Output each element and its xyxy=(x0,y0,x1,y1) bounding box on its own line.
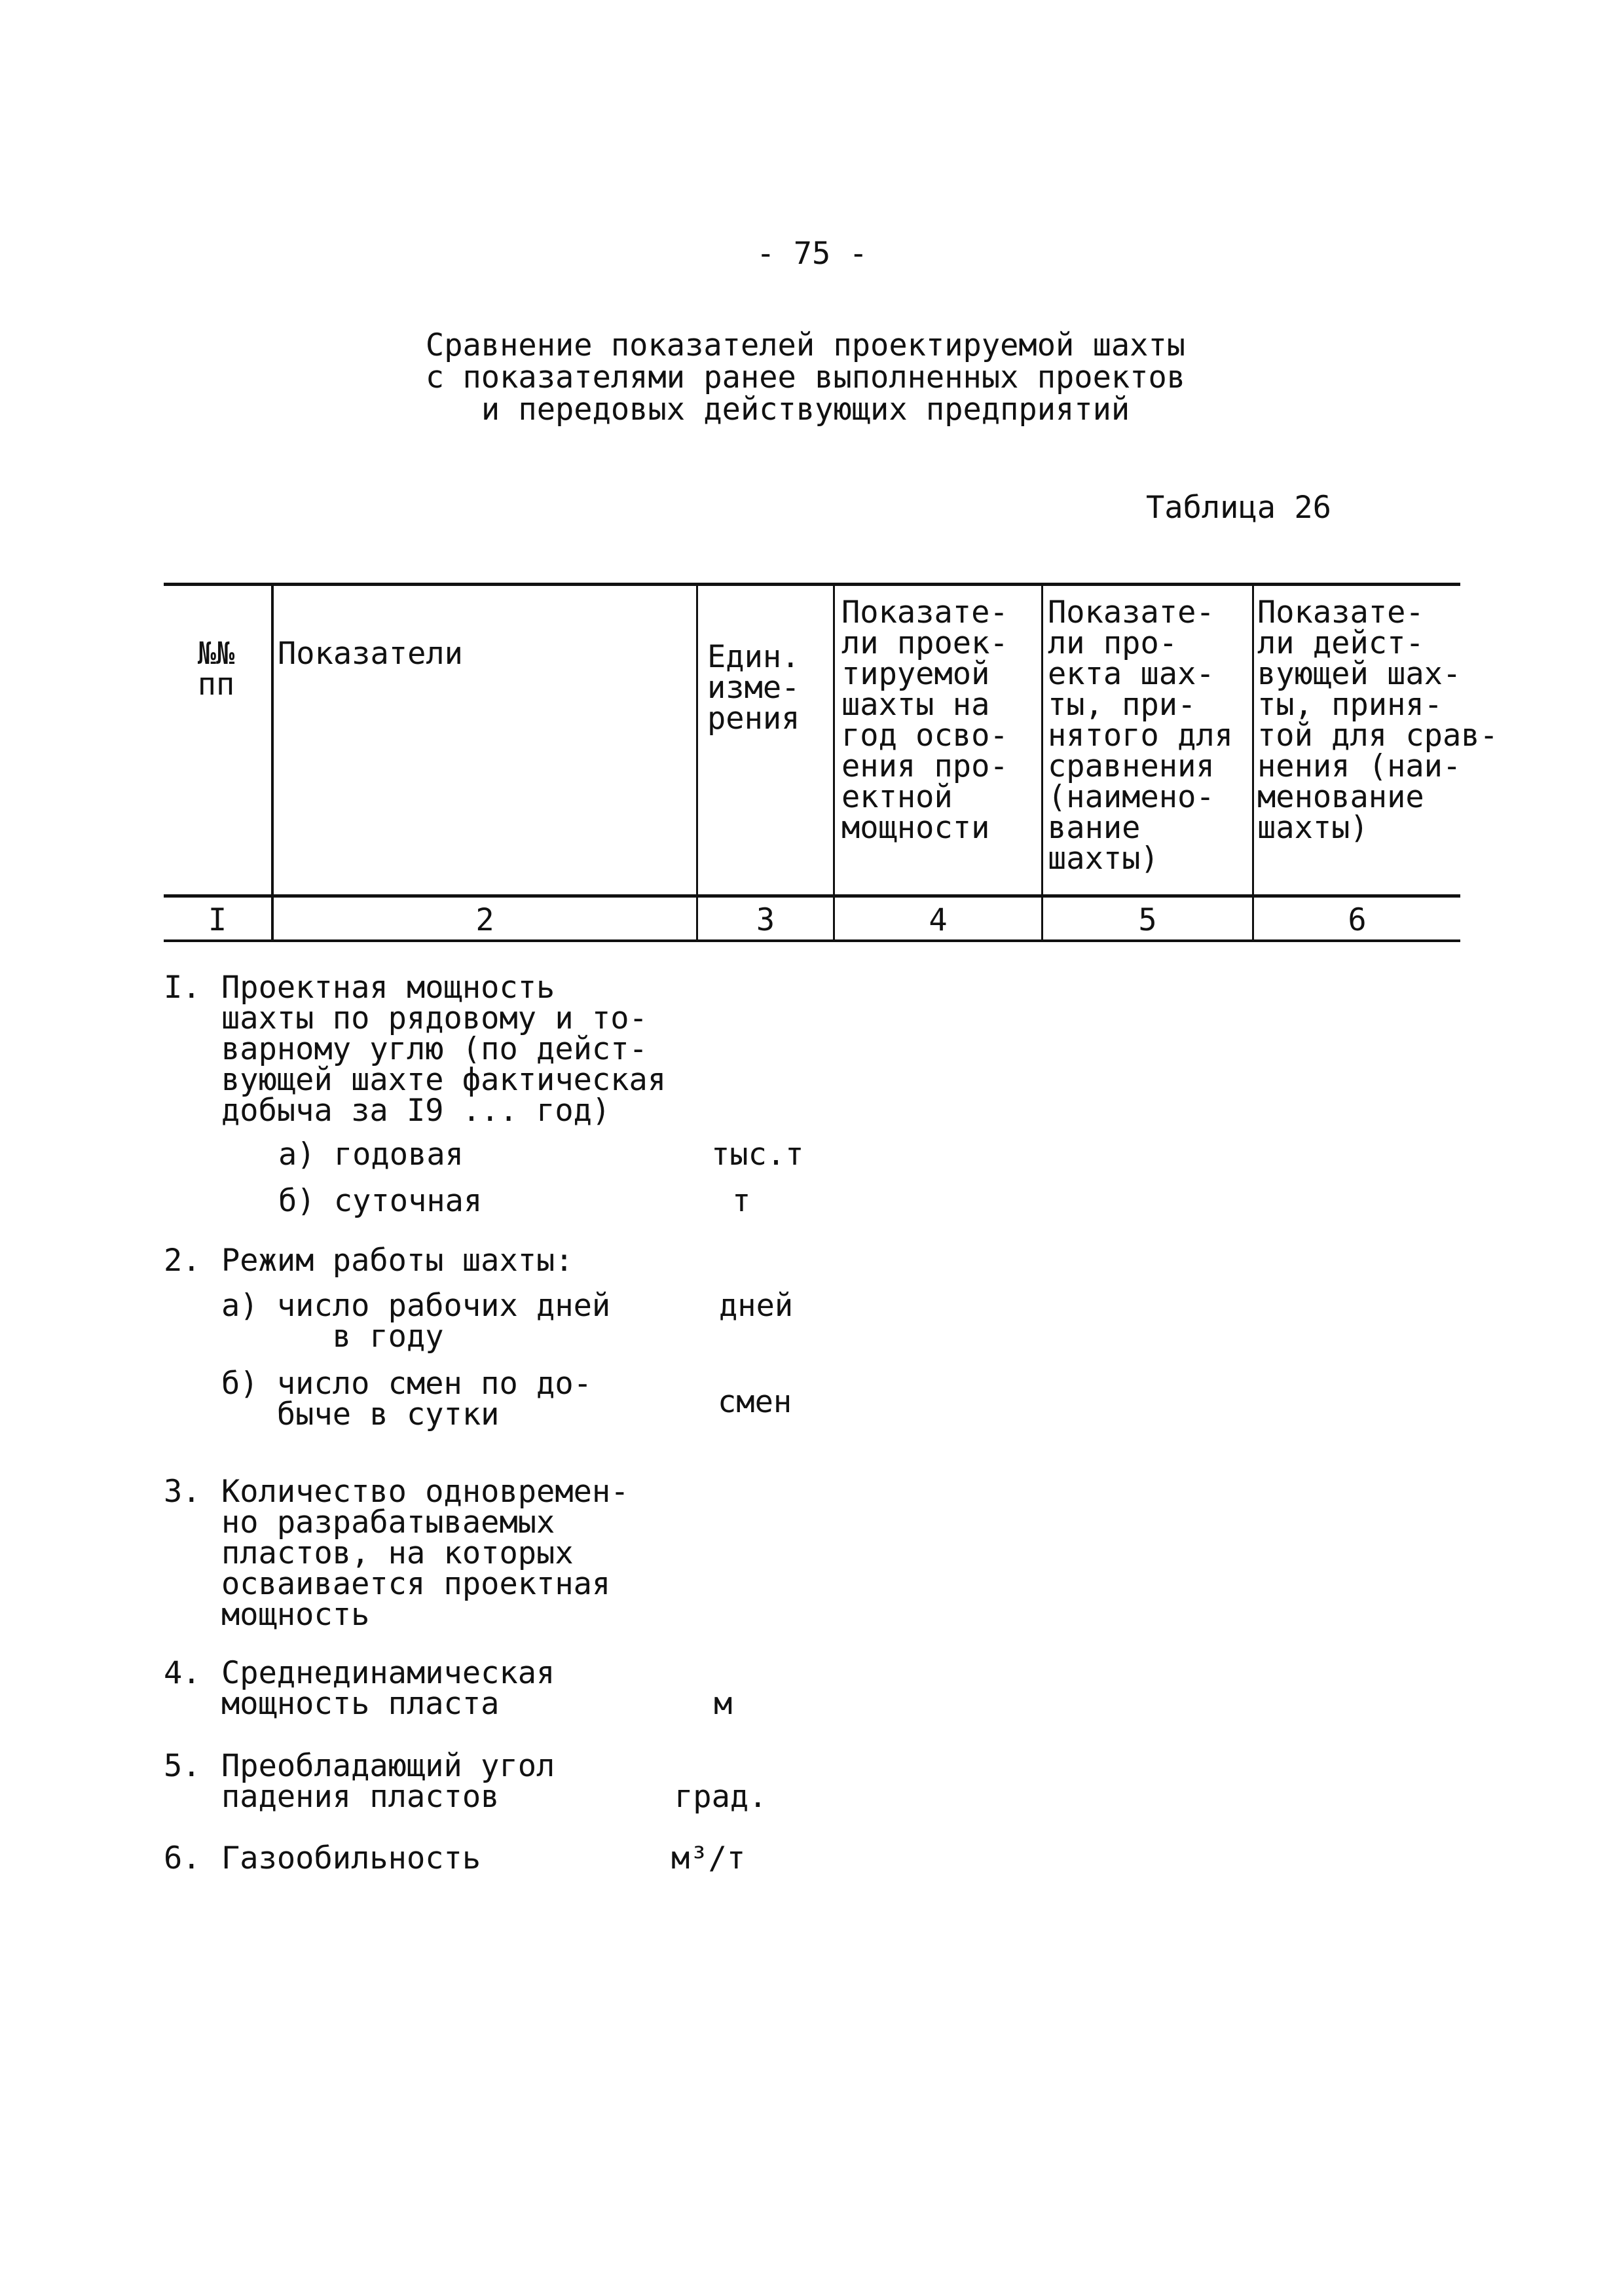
column-number-2: 2 xyxy=(475,902,494,938)
table-header-rule xyxy=(164,894,1460,898)
row-3-text: Количество одновремен- но разрабатываемых пластов, на которых осваивается проектная мощность xyxy=(221,1474,629,1633)
column-number-1: I xyxy=(208,902,227,938)
title-line-2: с показателями ранее выполненных проектов xyxy=(425,359,1186,395)
col-divider-5 xyxy=(1252,586,1254,939)
row-6-number: 6. xyxy=(164,1840,201,1876)
row-5-number: 5. xyxy=(164,1748,201,1784)
title-line-1: Сравнение показателей проектируемой шахты xyxy=(425,327,1186,363)
row-2-number: 2. xyxy=(164,1243,201,1279)
row-1-text: Проектная мощность шахты по рядовому и то- варному углю (по дейст- вующей шахте фактическая добыча за I9 ... год) xyxy=(221,970,667,1129)
row-3-number: 3. xyxy=(164,1474,201,1510)
col-divider-1 xyxy=(271,586,274,939)
row-2b-unit: смен xyxy=(718,1384,792,1420)
title-line-3: и передовых действующих предприятий xyxy=(481,392,1130,428)
row-5-unit: град. xyxy=(674,1779,767,1815)
row-1a-unit: тыс.т xyxy=(711,1137,804,1173)
row-1b-unit: т xyxy=(732,1183,751,1219)
table-numbers-rule xyxy=(164,939,1460,942)
header-operating-mine: Показате- ли дейст- вующей шах- ты, приня- той для срав- нения (наи- менование шахты) xyxy=(1257,594,1498,846)
column-number-5: 5 xyxy=(1138,902,1157,938)
row-2a-unit: дней xyxy=(719,1288,794,1324)
table-top-rule xyxy=(164,583,1460,586)
row-5-text: Преобладающий угол падения пластов xyxy=(221,1748,555,1815)
row-1-number: I. xyxy=(164,970,201,1006)
row-4-number: 4. xyxy=(164,1655,201,1691)
row-2b-text: б) число смен по до- быче в сутки xyxy=(221,1366,592,1432)
header-comparison-project: Показате- ли про- екта шах- ты, при- нятого для сравнения (наимено- вание шахты) xyxy=(1048,594,1233,877)
column-number-6: 6 xyxy=(1348,902,1367,938)
row-4-unit: м xyxy=(714,1686,733,1722)
col-divider-3 xyxy=(833,586,835,939)
header-projected-mine: Показате- ли проек- тируемой шахты на год осво- ения про- ектной мощности xyxy=(841,594,1008,846)
column-number-3: 3 xyxy=(756,902,775,938)
header-indicators: Показатели xyxy=(278,636,463,672)
row-1a-text: а) годовая xyxy=(278,1137,464,1173)
row-6-unit: м³/т xyxy=(671,1840,746,1876)
col-divider-4 xyxy=(1041,586,1043,939)
row-2-text: Режим работы шахты: xyxy=(221,1243,574,1279)
table-caption: Таблица 26 xyxy=(1146,490,1331,526)
column-number-4: 4 xyxy=(929,902,948,938)
row-1b-text: б) суточная xyxy=(278,1183,483,1219)
header-number: №№ пп xyxy=(197,636,235,702)
header-unit: Един. изме- рения xyxy=(707,639,800,737)
row-6-text: Газообильность xyxy=(221,1840,481,1876)
row-4-text: Среднединамическая мощность пласта xyxy=(221,1655,555,1722)
col-divider-2 xyxy=(696,586,698,939)
page-number: - 75 - xyxy=(756,236,868,272)
row-2a-text: а) число рабочих дней в году xyxy=(221,1288,611,1355)
